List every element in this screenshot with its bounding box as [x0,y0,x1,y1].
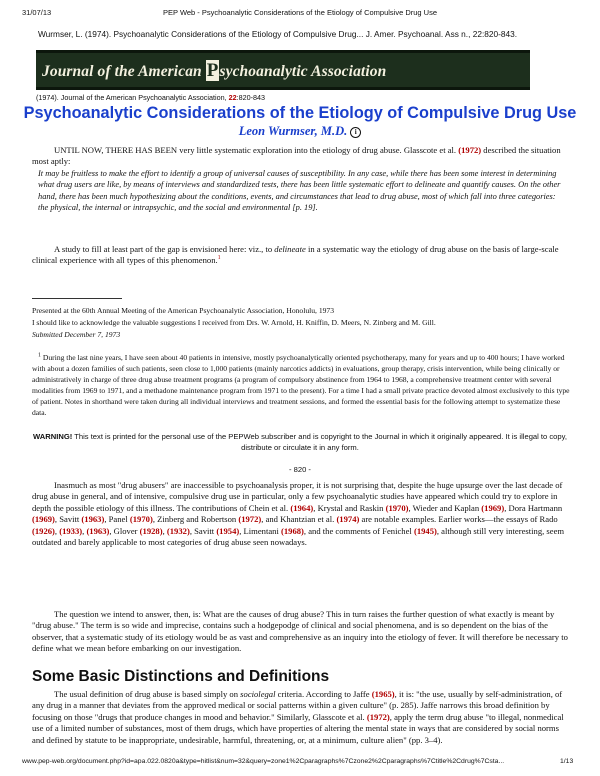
journal-banner-logo[interactable] [36,50,530,90]
paragraph-question: The question we intend to answer, then, is: What are the causes of drug abuse? This in turn raises the further question of what exactly is meant by "drug abuse." The term is so wide and imprecise, contains such a hodgepodge of clinical and social phenomena, and is so dependent on the bias of the observer, that a systematic study of its etiology would be as vast and comprehensive as an inquiry into the etiology of fever. It will therefore be necessary to define what we mean before embarking on our investigation. [32,609,568,654]
paragraph-study: A study to fill at least part of the gap is envisioned here: viz., to delineate in a systematic way the etiology of drug abuse on the basis of large-scale clinical experience with all types of this phenomenon.$^1$ [32,244,559,266]
note-presented: Presented at the 60th Annual Meeting of the American Psychoanalytic Association, Honolulu, 1973 [32,306,335,315]
reference-link[interactable]: (1970) [385,502,409,513]
reference-link[interactable]: (1964) [290,502,314,513]
reference-link[interactable]: (1968) [281,525,304,536]
info-icon[interactable]: i [350,127,361,138]
print-page-title: PEP Web - Psychoanalytic Considerations of the Etiology of Compulsive Drug Use [162,8,438,17]
section-heading: Some Basic Distinctions and Definitions [32,668,330,685]
journal-banner-text: Journal of the American Psychoanalytic Association [42,60,387,81]
reference-link[interactable]: (1932) [166,525,190,536]
author-name[interactable]: Leon Wurmser, M.D. [238,124,348,138]
print-url: www.pep-web.org/document.php?id=apa.022.0820a&type=hitlist&num=32&query=zone1%2Cparagraphs%7Czone2%2Cparagraphs%7Ctitle%2Cdrug%7Csta... [22,758,505,765]
footnote-marker[interactable]: 1 [217,255,221,262]
reference-link[interactable]: (1972) [458,145,482,155]
author-line [0,124,600,139]
footnote-1: $^1$ During the last nine years, I have seen about 40 patients in intensive, mostly psychoanalytically oriented psychotherapy, many for years and up to 400 hours; I have worked with about a dozen families of such patients, seen close to 1,000 patients (mainly narcotics addicts) in evaluations, group therapy, crisis intervention, while being clinically or administratively in charge of three drug abuse treatment programs (a program of compulsory abstinence from 1964 to 1968, a comprehensive treatment center with several modalities from 1969 to 1971, and a methadone maintenance program from 1971 to the present). For a time I had a small private practice devoted almost exclusively to this type of patient. Notes in shorthand were taken during all individual interviews and treatment sessions, and formed the essential basis for the following attempt to systematize these data. [32,352,570,417]
reference-link[interactable]: (1969) [32,514,55,525]
footnote-divider [32,298,122,299]
paragraph-definition: The usual definition of drug abuse is based simply on sociolegal criteria. According to Jaffe (1965), it is: "the use, usually by self-administration, of any drug in a manner that deviates from the approved medical or social patterns within a given culture" (p. 285). Jaffe narrows this broad definition by focusing on those "drugs that produce changes in mood and behavior." Similarly, Glasscote et al. (1972), apply the term drug abuse "to illegal, nonmedical use of a limited number of substances, most of them drugs, which have properties of altering the mental state in ways that are considered by social norms and defined by statute to be inappropriate, undesirable, harmful, threatening, or, at a minimum, culture alien" (pp. 3–4). [32,689,564,745]
journal-reference: (1974). Journal of the American Psychoanalytic Association, 22:820-843 [36,93,265,102]
reference-link[interactable]: (1969) [481,502,505,513]
reference-link[interactable]: (1965) [371,689,395,699]
print-page-count: 1/13 [560,758,574,765]
reference-link[interactable]: (1945) [413,525,437,536]
note-submitted: Submitted December 7, 1973 [32,330,121,339]
reference-link[interactable]: (1963) [86,525,110,536]
paragraph-literature: Inasmuch as most "drug abusers" are inaccessible to psychoanalysis proper, it is not surprising that, despite the huge upsurge over the last decade of drug abuse in general, and of intensive, compulsive drug use in particular, only a few psychoanalytic studies have appeared which could try to explore in depth the possible etiology of this illness. The contributions of Chein et al. (1964), Krystal and Raskin (1970), Wieder and Kaplan (1969), Dora Hartmann (1969), Savitt (1963), Panel (1970), Zinberg and Robertson (1972), and Khantzian et al. (1974) are notable examples. Earlier works—the essays of Rado (1926), (1933), (1963), Glover (1928), (1932), Savitt (1954), Limentani (1968), and the comments of Fenichel (1945), although still very interesting, seem outdated and barely applicable to most categories of drug abuse seen nowadays. [32,480,565,548]
reference-link[interactable]: (1972) [238,514,262,525]
reference-link[interactable]: (1974) [336,514,360,525]
copyright-warning: WARNING! This text is printed for the personal use of the PEPWeb subscriber and is copyright to the Journal in which it originally appeared. It is illegal to copy, distribute or circulate it in any form. [33,432,567,452]
article-title: Psychoanalytic Considerations of the Etiology of Compulsive Drug Use [23,104,577,122]
reference-link[interactable]: (1928) [139,525,163,536]
reference-link[interactable]: (1972) [366,711,390,722]
citation: Wurmser, L. (1974). Psychoanalytic Considerations of the Etiology of Compulsive Drug... J. Amer. Psychoanal. Ass n., 22:820-843. [38,29,517,39]
reference-link[interactable]: (1954) [216,525,240,536]
reference-link[interactable]: (1926) [32,525,55,536]
paragraph-intro: UNTIL NOW, THERE HAS BEEN very little systematic exploration into the etiology of drug abuse. Glasscote et al. (1972) described the situation most aptly: [32,145,561,167]
page-number: - 820 - [289,465,311,474]
footnote-number: 1 [38,352,41,359]
reference-link[interactable]: (1933) [59,525,83,536]
print-date: 31/07/13 [22,8,52,17]
block-quote: It may be fruitless to make the effort to identify a group of universal causes of susceptibility. In any case, while there has been some interest in determining what drug users are like, by means of interviews and standardized tests, there has been little systematic effort to delineate and quantify causes. On the other hand, there has been much hypothesizing about the conditions, events, and circumstances that lead to drug abuse, most of which fall into three categories: the physical, the internal or intrapsychic, and the social and environmental [p. 19]. [38,169,561,213]
reference-link[interactable]: (1963) [81,514,105,525]
note-acknowledgement: I should like to acknowledge the valuable suggestions I received from Drs. W. Arnold, H. Kniffin, D. Meers, N. Zinberg and M. Gill. [32,318,436,327]
reference-link[interactable]: (1970) [129,514,153,525]
